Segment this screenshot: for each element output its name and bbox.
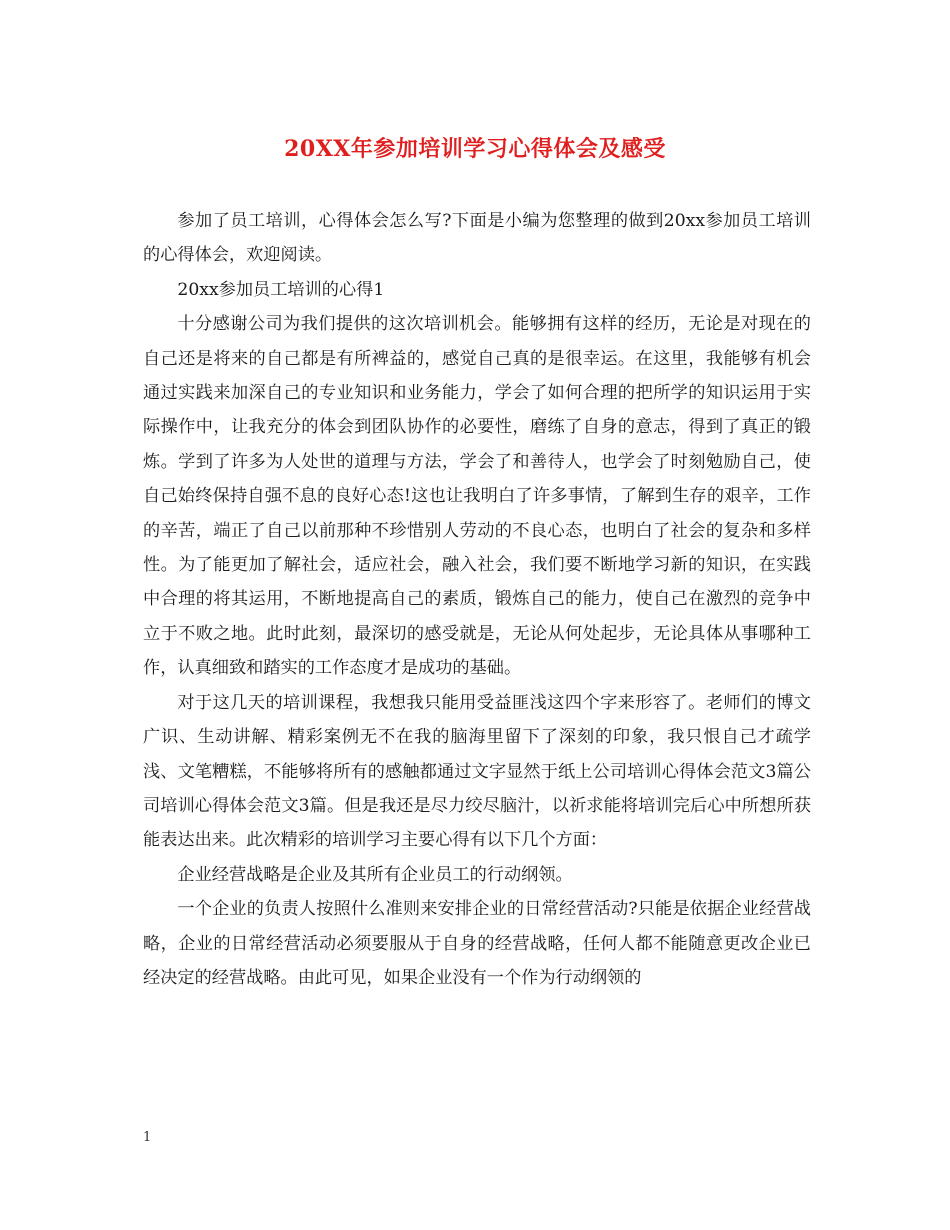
document-title: 20XX年参加培训学习心得体会及感受 [284,136,666,162]
paragraph-strategy-detail: 一个企业的负责人按照什么准则来安排企业的日常经营活动?只能是依据企业经营战略，企业的日常经营活动必须要服从于自身的经营战略，任何人都不能随意更改企业已经决定的经营战略。由此可见，如果企业没有一个作为行动纲领的 [143,899,811,988]
paragraph-course-reflection: 对于这几天的培训课程，我想我只能用受益匪浅这四个字来形容了。老师们的博文广识、生动讲解、精彩案例无不在我的脑海里留下了深刻的印象，我只恨自己才疏学浅、文笔糟糕，不能够将所有的感触都通过文字显然于纸上公司培训心得体会范文3篇公司培训心得体会范文3篇。但是我还是尽力绞尽脑汁，以祈求能将培训完后心中所想所获能表达出来。此次精彩的培训学习主要心得有以下几个方面： [143,692,811,851]
paragraph-intro: 参加了员工培训，心得体会怎么写?下面是小编为您整理的做到20xx参加员工培训的心得体会，欢迎阅读。 [143,211,811,266]
paragraph-section-heading: 20xx参加员工培训的心得1 [177,279,385,300]
paragraph-strategy-point: 企业经营战略是企业及其所有企业员工的行动纲领。 [177,864,573,885]
page-number: 1 [143,1130,152,1145]
document-body [143,204,811,995]
paragraph-gratitude: 十分感谢公司为我们提供的这次培训机会。能够拥有这样的经历，无论是对现在的自己还是将来的自己都是有所裨益的，感觉自己真的是很幸运。在这里，我能够有机会通过实践来加深自己的专业知识和业务能力，学会了如何合理的把所学的知识运用于实际操作中，让我充分的体会到团队协作的必要性，磨练了自身的意志，得到了真正的锻炼。学到了许多为人处世的道理与方法，学会了和善待人，也学会了时刻勉励自己，使自己始终保持自强不息的良好心态!这也让我明白了许多事情，了解到生存的艰辛，工作的辛苦，端正了自己以前那种不珍惜别人劳动的不良心态，也明白了社会的复杂和多样性。为了能更加了解社会，适应社会，融入社会，我们要不断地学习新的知识，在实践中合理的将其运用，不断地提高自己的素质，锻炼自己的能力，使自己在激烈的竞争中立于不败之地。此时此刻，最深切的感受就是，无论从何处起步，无论具体从事哪种工作，认真细致和踏实的工作态度才是成功的基础。 [143,314,811,679]
